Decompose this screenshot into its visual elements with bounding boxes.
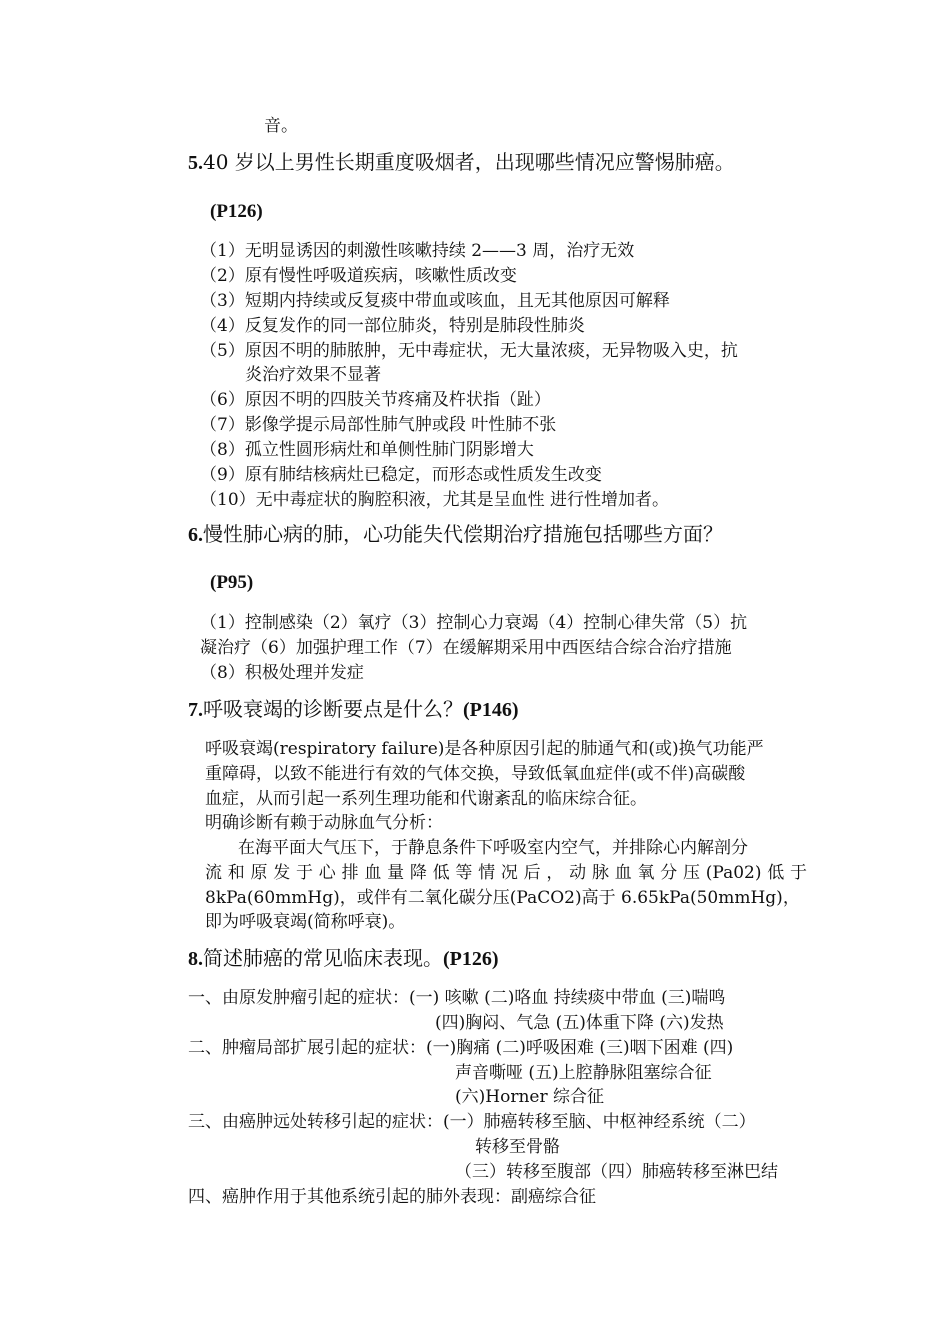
q7-line-8: 即为呼吸衰竭(简称呼衰)。 — [205, 912, 406, 932]
question-7-page-ref: (P146) — [463, 699, 519, 721]
q6-line-2: 凝治疗（6）加强护理工作（7）在缓解期采用中西医结合综合治疗措施 — [200, 638, 732, 658]
q5-item-2: （2）原有慢性呼吸道疾病，咳嗽性质改变 — [200, 266, 517, 286]
q8-line-4: 声音嘶哑 (五)上腔静脉阻塞综合征 — [455, 1063, 712, 1083]
q7-line-3: 血症，从而引起一系列生理功能和代谢紊乱的临床综合征。 — [205, 789, 647, 809]
q7-line-7: 8kPa(60mmHg)，或伴有二氧化碳分压(PaCO2)高于 6.65kPa(50mmHg)， — [205, 888, 800, 908]
q8-line-9: 四、癌肿作用于其他系统引起的肺外表现：副癌综合征 — [188, 1187, 596, 1207]
question-5-number: 5. — [188, 152, 203, 174]
q8-line-6: 三、由癌肿远处转移引起的症状：(一）肺癌转移至脑、中枢神经系统（二） — [188, 1112, 756, 1132]
q7-line-4: 明确诊断有赖于动脉血气分析： — [205, 813, 443, 833]
question-5-heading — [188, 149, 735, 176]
q5-item-6: （6）原因不明的四肢关节疼痛及杵状指（趾） — [200, 390, 551, 410]
q7-line-5: 在海平面大气压下，于静息条件下呼吸室内空气，并排除心内解剖分 — [238, 838, 748, 858]
q7-line-6: 流和原发于心排血量降低等情况后，动脉血氧分压(Pa02)低于 — [205, 863, 807, 883]
question-6-title: 慢性肺心病的肺，心功能失代偿期治疗措施包括哪些方面？ — [203, 522, 723, 546]
question-7-title: 呼吸衰竭的诊断要点是什么？ — [203, 697, 463, 721]
q5-item-9: （9）原有肺结核病灶已稳定，而形态或性质发生改变 — [200, 465, 602, 485]
q6-line-1: （1）控制感染（2）氧疗（3）控制心力衰竭（4）控制心律失常（5）抗 — [200, 613, 748, 633]
q8-line-5: (六)Horner 综合征 — [455, 1087, 604, 1107]
question-5-title: 40 岁以上男性长期重度吸烟者，出现哪些情况应警惕肺癌。 — [203, 150, 735, 174]
q5-item-10: （10）无中毒症状的胸腔积液，尤其是呈血性 进行性增加者。 — [200, 490, 670, 510]
q8-line-1: 一、由原发肿瘤引起的症状：(一) 咳嗽 (二)咯血 持续痰中带血 (三)喘鸣 — [188, 988, 726, 1008]
question-8-number: 8. — [188, 948, 203, 970]
question-8-page-ref: (P126) — [443, 948, 499, 970]
question-5-page-ref: (P126) — [210, 201, 263, 222]
q5-item-5: （5）原因不明的肺脓肿，无中毒症状，无大量浓痰，无异物吸入史，抗 — [200, 341, 738, 361]
q7-line-1: 呼吸衰竭(respiratory failure)是各种原因引起的肺通气和(或)换气功能严 — [205, 739, 764, 759]
question-7-heading — [188, 696, 519, 723]
question-7-number: 7. — [188, 699, 203, 721]
q5-item-3: （3）短期内持续或反复痰中带血或咳血，且无其他原因可解释 — [200, 291, 670, 311]
q8-line-2: (四)胸闷、气急 (五)体重下降 (六)发热 — [435, 1013, 724, 1033]
q7-line-2: 重障碍，以致不能进行有效的气体交换，导致低氧血症伴(或不伴)高碳酸 — [205, 764, 746, 784]
question-6-number: 6. — [188, 524, 203, 546]
question-6-heading — [188, 521, 723, 548]
q5-item-5-cont: 炎治疗效果不显著 — [245, 365, 381, 385]
top-fragment-text: 音。 — [264, 116, 298, 136]
q8-line-8: （三）转移至腹部（四）肺癌转移至淋巴结 — [455, 1162, 778, 1182]
q5-item-1: （1）无明显诱因的刺激性咳嗽持续 2——3 周，治疗无效 — [200, 241, 635, 261]
q6-line-3: （8）积极处理并发症 — [200, 663, 364, 683]
question-8-title: 简述肺癌的常见临床表现。 — [203, 946, 443, 970]
q5-item-4: （4）反复发作的同一部位肺炎，特别是肺段性肺炎 — [200, 316, 585, 336]
question-8-heading — [188, 945, 499, 972]
q5-item-8: （8）孤立性圆形病灶和单侧性肺门阴影增大 — [200, 440, 534, 460]
q8-line-3: 二、肿瘤局部扩展引起的症状：(一)胸痛 (二)呼吸困难 (三)咽下困难 (四) — [188, 1038, 734, 1058]
question-6-page-ref: (P95) — [210, 572, 254, 593]
q8-line-7: 转移至骨骼 — [475, 1137, 560, 1157]
q5-item-7: （7）影像学提示局部性肺气肿或段 叶性肺不张 — [200, 415, 557, 435]
